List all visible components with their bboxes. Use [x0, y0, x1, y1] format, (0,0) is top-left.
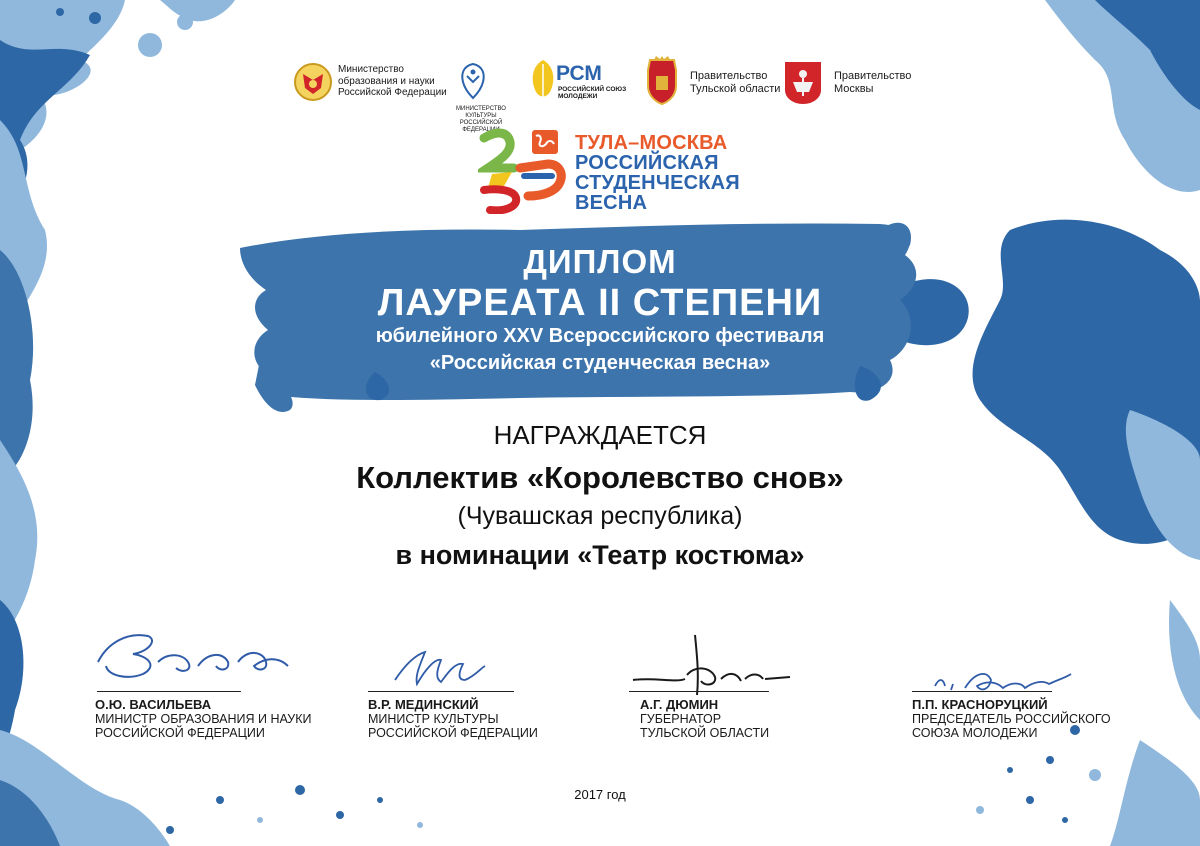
student-spring-25-logo-icon [478, 128, 570, 214]
festival-title: ТУЛА–МОСКВА РОССИЙСКАЯ СТУДЕНЧЕСКАЯ ВЕСНА [575, 132, 740, 214]
awarded-label: НАГРАЖДАЕТСЯ [493, 420, 707, 450]
logo-ministry-education-text: Министерство образования и науки Российской Федерации [338, 64, 447, 98]
nomination: в номинации «Театр костюма» [395, 540, 805, 570]
rsm-mark: РСМ [556, 62, 602, 85]
signature-vasilyeva [88, 622, 298, 692]
signatory-title-line: МИНИСТР ОБРАЗОВАНИЯ И НАУКИ [95, 712, 312, 726]
signatory-1 [95, 697, 311, 741]
recipient-name: Коллектив «Королевство снов» [356, 460, 844, 495]
logo-rsm-text: РОССИЙСКИЙ СОЮЗ МОЛОДЕЖИ [558, 86, 627, 101]
signatory-title-line: РОССИЙСКОЙ ФЕДЕРАЦИИ [95, 726, 265, 741]
laureate-degree-title: ЛАУРЕАТА II СТЕПЕНИ [377, 282, 823, 324]
ministry-of-culture-emblem-icon [455, 60, 491, 104]
signatory-title-line: МИНИСТР КУЛЬТУРЫ [368, 712, 499, 726]
signature-line-4 [912, 691, 1052, 692]
signature-medinsky [385, 640, 495, 695]
signature-line-3 [629, 691, 769, 692]
tula-coat-of-arms-icon [640, 56, 684, 106]
diploma-title: ДИПЛОМ [523, 243, 677, 280]
moscow-coat-of-arms-icon [783, 60, 823, 106]
signatory-3 [640, 697, 769, 741]
signatory-title-line: СОЮЗА МОЛОДЕЖИ [912, 726, 1038, 741]
signature-dyumin [625, 625, 795, 700]
russia-coat-of-arms-icon [293, 62, 333, 102]
festival-name: «Российская студенческая весна» [429, 352, 771, 374]
signatory-name: А.Г. ДЮМИН [640, 697, 719, 712]
signatory-name: П.П. КРАСНОРУЦКИЙ [912, 697, 1048, 712]
signatory-title-line: ПРЕДСЕДАТЕЛЬ РОССИЙСКОГО [912, 712, 1111, 726]
signatory-name: О.Ю. ВАСИЛЬЕВА [95, 697, 212, 712]
signature-line-2 [368, 691, 514, 692]
logo-moscow-government-text: Правительство Москвы [834, 70, 912, 95]
signatory-title-line: ГУБЕРНАТОР [640, 712, 722, 726]
signatory-2 [368, 697, 538, 741]
signatory-title-line: ТУЛЬСКОЙ ОБЛАСТИ [640, 726, 770, 741]
logo-tula-government-text: Правительство Тульской области [690, 70, 781, 95]
signature-line-1 [97, 691, 241, 692]
festival-description: юбилейного XXV Всероссийского фестиваля [375, 325, 825, 347]
year-label: 2017 год [574, 787, 626, 802]
rsm-leaf-logo-icon [528, 58, 558, 102]
signatory-title-line: РОССИЙСКОЙ ФЕДЕРАЦИИ [368, 726, 538, 741]
signatory-4 [912, 697, 1111, 741]
logo-ministry-culture-text: МИНИСТЕРСТВО КУЛЬТУРЫ РОССИЙСКОЙ ФЕДЕРАЦИИ [456, 106, 506, 133]
signatory-name: В.Р. МЕДИНСКИЙ [368, 697, 479, 712]
recipient-region: (Чувашская республика) [457, 502, 743, 530]
signature-krasnorutsky [925, 662, 1075, 702]
